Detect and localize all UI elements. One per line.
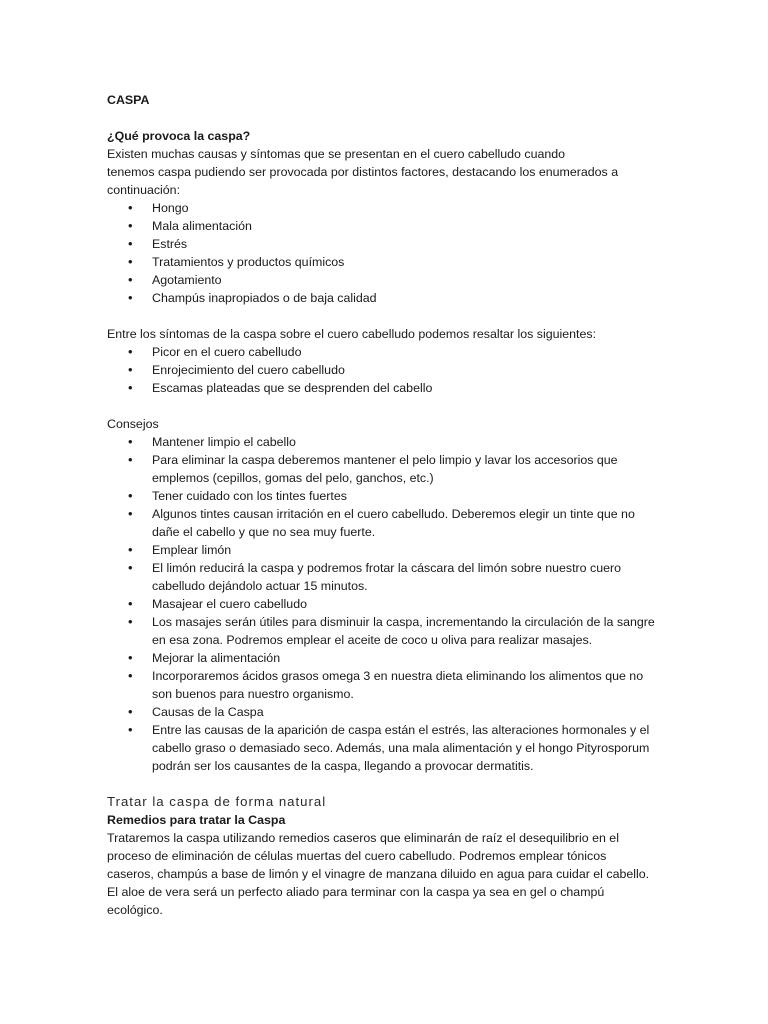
list-item: • Mantener limpio el cabello xyxy=(107,433,667,451)
list-item: • Agotamiento xyxy=(107,271,667,289)
section-subheading-natural: Tratar la caspa de forma natural xyxy=(107,794,327,809)
list-item: • Los masajes serán útiles para disminuir la caspa, incrementando la circulación de la sangre en esa zona. Podremos emplear el aceite de coco u oliva para realizar masajes. xyxy=(107,613,667,649)
list-item: • Enrojecimiento del cuero cabelludo xyxy=(107,361,667,379)
section-heading-symptoms: Entre los síntomas de la caspa sobre el cuero cabelludo podemos resaltar los siguientes: xyxy=(107,327,597,341)
list-item: • Causas de la Caspa xyxy=(107,703,667,721)
paragraph-line: caseros, champús a base de limón y el vinagre de manzana diluido en agua para cuidar el cabello. xyxy=(107,867,650,881)
causes-list xyxy=(107,199,667,307)
list-item: • Estrés xyxy=(107,235,667,253)
list-item: • Escamas plateadas que se desprenden del cabello xyxy=(107,379,667,397)
list-item: • Champús inapropiados o de baja calidad xyxy=(107,289,667,307)
document-page xyxy=(107,91,667,919)
list-item: • Masajear el cuero cabelludo xyxy=(107,595,667,613)
list-item: • Incorporaremos ácidos grasos omega 3 en nuestra dieta eliminando los alimentos que no son buenos para nuestro organismo. xyxy=(107,667,667,703)
section-heading-remedies: Remedios para tratar la Caspa xyxy=(107,813,286,827)
paragraph-line: tenemos caspa pudiendo ser provocada por distintos factores, destacando los enumerados a xyxy=(107,165,619,179)
list-item: • El limón reducirá la caspa y podremos frotar la cáscara del limón sobre nuestro cuero cabelludo dejándolo actuar 15 minutos. xyxy=(107,559,667,595)
list-item: • Emplear limón xyxy=(107,541,667,559)
list-item: • Algunos tintes causan irritación en el cuero cabelludo. Deberemos elegir un tinte que no dañe el cabello y que no sea muy fuerte. xyxy=(107,505,667,541)
remedies-paragraph xyxy=(107,829,667,919)
paragraph-line: El aloe de vera será un perfecto aliado para terminar con la caspa ya sea en gel o champú xyxy=(107,885,605,899)
list-item: • Mejorar la alimentación xyxy=(107,649,667,667)
document-title: CASPA xyxy=(107,93,150,107)
list-item: • Mala alimentación xyxy=(107,217,667,235)
paragraph-line: Trataremos la caspa utilizando remedios caseros que eliminarán de raíz el desequilibrio en el xyxy=(107,831,619,845)
list-item: • Hongo xyxy=(107,199,667,217)
list-item: • Picor en el cuero cabelludo xyxy=(107,343,667,361)
section-heading-tips: Consejos xyxy=(107,417,159,431)
intro-paragraph xyxy=(107,145,667,199)
list-item: • Entre las causas de la aparición de caspa están el estrés, las alteraciones hormonales y el cabello graso o demasiado seco. Además, una mala alimentación y el hongo Pityrosporum podrán ser los causantes de la caspa, llegando a provocar dermatitis. xyxy=(107,721,667,775)
paragraph-line: continuación: xyxy=(107,183,181,197)
tips-list xyxy=(107,433,667,775)
paragraph-line: ecológico. xyxy=(107,903,163,917)
paragraph-line: Existen muchas causas y síntomas que se presentan en el cuero cabelludo cuando xyxy=(107,147,566,161)
symptoms-list xyxy=(107,343,667,397)
section-heading-causes: ¿Qué provoca la caspa? xyxy=(107,129,251,143)
list-item: • Para eliminar la caspa deberemos mantener el pelo limpio y lavar los accesorios que emplemos (cepillos, gomas del pelo, ganchos, etc.) xyxy=(107,451,667,487)
paragraph-line: proceso de eliminación de células muertas del cuero cabelludo. Podremos emplear tónicos xyxy=(107,849,607,863)
list-item: • Tener cuidado con los tintes fuertes xyxy=(107,487,667,505)
list-item: • Tratamientos y productos químicos xyxy=(107,253,667,271)
